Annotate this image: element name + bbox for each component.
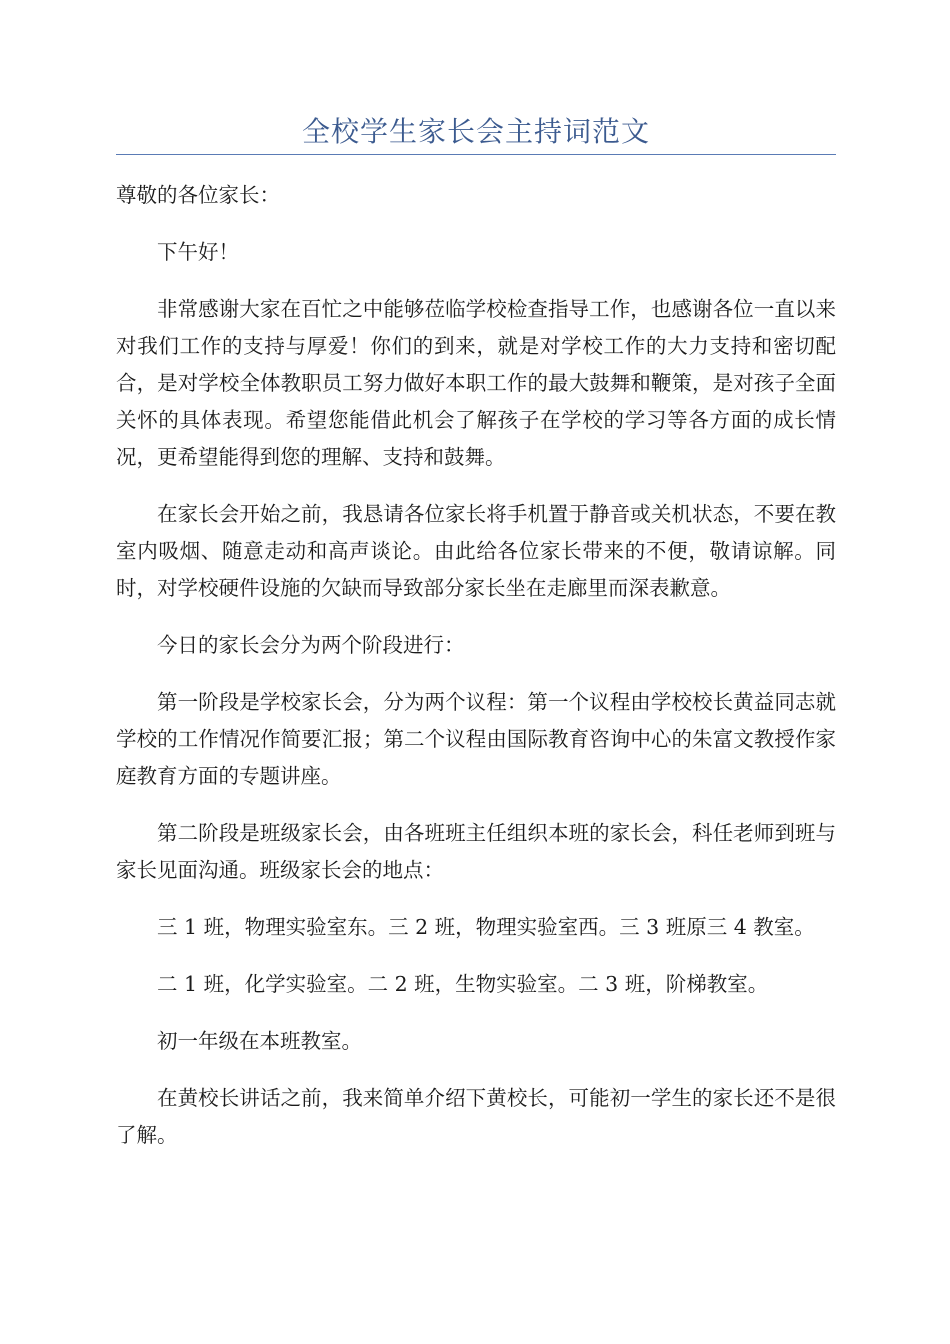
- grade-two-locations: 二 1 班，化学实验室。二 2 班，生物实验室。二 3 班，阶梯教室。: [157, 972, 769, 996]
- greeting-paragraph: 下午好！: [157, 240, 239, 264]
- stage-one-paragraph: 第一阶段是学校家长会，分为两个议程：第一个议程由学校校长黄益同志就学校的工作情况作简要汇报；第二个议程由国际教育咨询中心的朱富文教授作家庭教育方面的专题讲座。: [116, 690, 836, 788]
- grade-three-locations: 三 1 班，物理实验室东。三 2 班，物理实验室西。三 3 班原三 4 教室。: [157, 915, 815, 939]
- document-title: 全校学生家长会主持词范文: [301, 115, 650, 148]
- grade-one-location: 初一年级在本班教室。: [157, 1029, 362, 1053]
- principal-intro-paragraph: 在黄校长讲话之前，我来简单介绍下黄校长，可能初一学生的家长还不是很了解。: [116, 1086, 836, 1147]
- stage-two-paragraph: 第二阶段是班级家长会，由各班班主任组织本班的家长会，科任老师到班与家长见面沟通。班级家长会的地点：: [116, 821, 836, 882]
- request-paragraph: 在家长会开始之前，我恳请各位家长将手机置于静音或关机状态，不要在教室内吸烟、随意走动和高声谈论。由此给各位家长带来的不便，敬请谅解。同时，对学校硬件设施的欠缺而导致部分家长坐在走廊里而深表歉意。: [116, 502, 836, 600]
- title-underline: [116, 154, 836, 155]
- salutation: 尊敬的各位家长：: [116, 183, 280, 207]
- thanks-paragraph: 非常感谢大家在百忙之中能够莅临学校检查指导工作，也感谢各位一直以来对我们工作的支持与厚爱！你们的到来，就是对学校工作的大力支持和密切配合，是对学校全体教职员工努力做好本职工作的最大鼓舞和鞭策，是对孩子全面关怀的具体表现。希望您能借此机会了解孩子在学校的学习等各方面的成长情况，更希望能得到您的理解、支持和鼓舞。: [116, 297, 836, 469]
- document-body: [116, 177, 836, 1174]
- agenda-intro-paragraph: 今日的家长会分为两个阶段进行：: [157, 633, 465, 657]
